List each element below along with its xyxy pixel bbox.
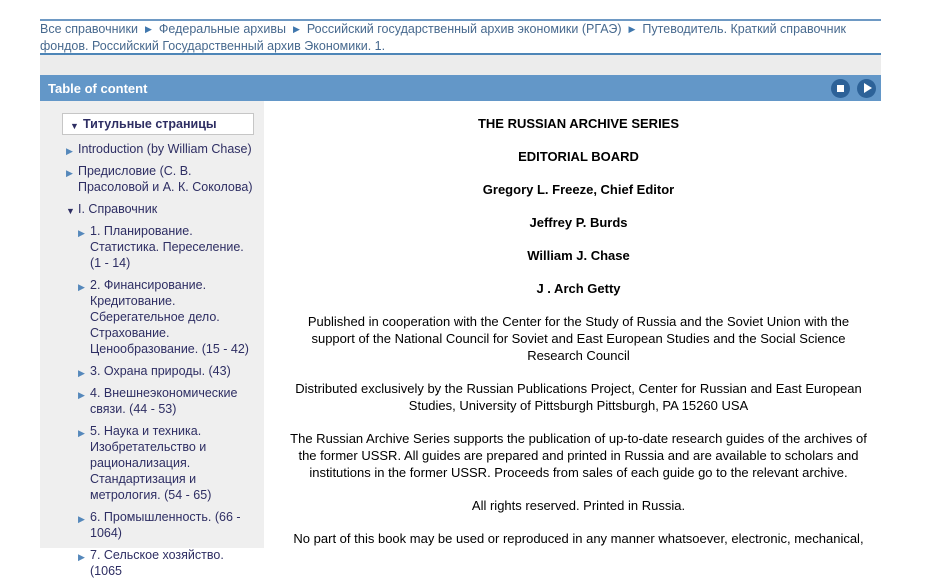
toc-item[interactable] <box>40 223 264 271</box>
triangle-right-icon: ▶ <box>78 228 85 238</box>
stop-square-icon <box>837 85 844 92</box>
breadcrumb-link[interactable]: Российский государственный архив экономики (РГАЭ) <box>306 22 622 36</box>
page <box>0 19 935 578</box>
breadcrumb-separator-icon: ▶ <box>144 24 152 34</box>
toc-item[interactable] <box>40 363 264 379</box>
toc-item[interactable] <box>40 547 264 579</box>
toc-item[interactable] <box>40 141 264 157</box>
toc-item-label: I. Справочник <box>78 202 158 216</box>
content-heading: EDITORIAL BOARD <box>518 149 639 164</box>
toc-item[interactable] <box>40 201 264 217</box>
play-arrow-icon <box>864 83 872 93</box>
toc-header-bar <box>40 75 881 101</box>
breadcrumb-link[interactable]: Все справочники <box>40 22 138 36</box>
content-heading: Jeffrey P. Burds <box>529 215 628 230</box>
content-paragraph: All rights reserved. Printed in Russia. <box>471 498 686 513</box>
toc-item-label: 7. Сельское хозяйство. (1065 <box>90 548 224 578</box>
triangle-down-icon: ▼ <box>70 121 79 131</box>
content-paragraph: No part of this book may be used or reproduced in any manner whatsoever, electronic, mechanical, <box>293 531 864 546</box>
content-paragraph: The Russian Archive Series supports the publication of up-to-date research guides of the archives of the former USSR. All guides are prepared and printed in Russia and are available to scholars and institutions in the former USSR. Proceeds from sales of each guide go to the relevant archive. <box>290 431 867 480</box>
toc-item[interactable] <box>40 163 264 195</box>
triangle-right-icon: ▶ <box>78 368 85 378</box>
toc-item-label: Предисловие (С. В. Прасоловой и А. К. Соколова) <box>78 164 253 194</box>
toc-item[interactable] <box>40 277 264 357</box>
toc-item-label: 6. Промышленность. (66 - 1064) <box>90 510 241 540</box>
header-gap-strip <box>40 55 881 75</box>
breadcrumb <box>40 21 881 53</box>
triangle-right-icon: ▶ <box>78 514 85 524</box>
triangle-right-icon: ▶ <box>78 428 85 438</box>
triangle-right-icon: ▶ <box>66 146 73 156</box>
content-heading: Gregory L. Freeze, Chief Editor <box>482 182 675 197</box>
content-heading: THE RUSSIAN ARCHIVE SERIES <box>477 116 680 131</box>
toc-sidebar <box>40 101 264 578</box>
content-heading: J . Arch Getty <box>536 281 621 296</box>
triangle-down-icon: ▼ <box>66 206 75 216</box>
breadcrumb-link[interactable]: Федеральные архивы <box>158 22 286 36</box>
toc-item-label: 3. Охрана природы. (43) <box>90 364 231 378</box>
toc-item-label: 5. Наука и техника. Изобретательство и рационализация. Стандартизация и метрология. (54 - 65) <box>90 424 212 502</box>
toc-item[interactable] <box>40 509 264 541</box>
toc-item[interactable] <box>40 385 264 417</box>
breadcrumb-link[interactable]: Путеводитель. Краткий справочник фондов. Российский Государственный архив Экономики. 1. <box>40 22 847 53</box>
triangle-right-icon: ▶ <box>78 390 85 400</box>
triangle-right-icon: ▶ <box>66 168 73 178</box>
toc-item[interactable] <box>40 423 264 503</box>
toc-item-label: 2. Финансирование. Кредитование. Сберегательное дело. Страхование. Ценообразование. (15 - 42) <box>90 278 249 356</box>
content-paragraph: Published in cooperation with the Center for the Study of Russia and the Soviet Union with the support of the National Council for Soviet and East European Studies and the Social Science Research Council <box>307 314 850 363</box>
content-area <box>264 101 881 548</box>
toc-item-label: 4. Внешнеэкономические связи. (44 - 53) <box>90 386 238 416</box>
triangle-right-icon: ▶ <box>78 282 85 292</box>
toc-expand-button[interactable] <box>857 79 876 98</box>
toc-collapse-button[interactable] <box>831 79 850 98</box>
toc-item-label: Титульные страницы <box>83 117 217 131</box>
content-heading: William J. Chase <box>527 248 630 263</box>
breadcrumb-separator-icon: ▶ <box>628 24 636 34</box>
content-paragraph: Distributed exclusively by the Russian Publications Project, Center for Russian and East European Studies, University of Pittsburgh Pittsburgh, PA 15260 USA <box>295 381 862 413</box>
toc-title: Table of content <box>48 80 148 96</box>
breadcrumb-separator-icon: ▶ <box>292 24 300 34</box>
triangle-right-icon: ▶ <box>78 552 85 562</box>
toc-item-label: 1. Планирование. Статистика. Переселение. (1 - 14) <box>90 224 244 270</box>
toc-item[interactable] <box>62 113 254 135</box>
toc-item-label: Introduction (by William Chase) <box>78 142 252 156</box>
